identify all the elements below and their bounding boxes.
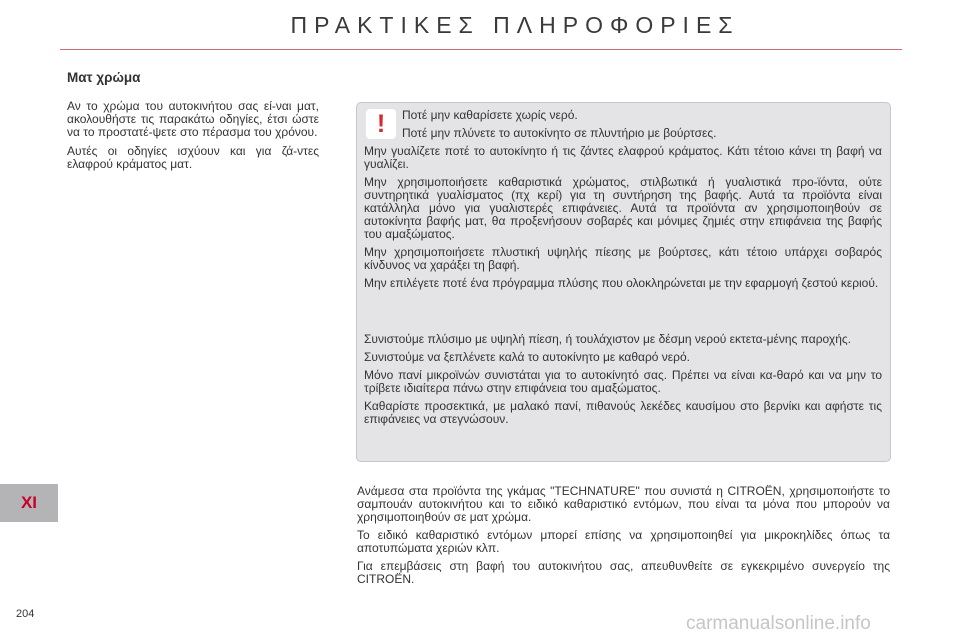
watermark: carmanualsonline.info <box>686 613 871 634</box>
warning-item: Μην χρησιμοποιήσετε καθαριστικά χρώματος, στιλβωτικά ή γυαλιστικά προ-ϊόντα, ούτε συντηρητικά γυαλίσματος (πχ κερί) για τη συντήρηση της βαφής. Αυτά τα προϊόντα είναι κατάλληλα μόνο για γυαλιστερές επιφάνειες. Αυτά τα προϊόντα αν χρησιμοποιηθούν σε αυτοκίνητα βαφής ματ, θα προξενήσουν σοβαρές και μόνιμες ζημιές στην επιφάνεια της βαφής του αμαξώματος. <box>364 175 882 241</box>
product-info <box>357 485 890 591</box>
warning-spacer <box>364 295 882 333</box>
page-title: ΠΡΑΚΤΙΚΕΣ ΠΛΗΡΟΦΟΡΙΕΣ <box>290 12 740 38</box>
recommendation-item: Μόνο πανί μικροϊνών συνιστάται για το αυτοκίνητό σας. Πρέπει να είναι κα-θαρό και να μην το τρίβετε ιδιαίτερα πάνω στην επιφάνεια του αμαξώματος. <box>364 368 882 395</box>
intro-paragraph: Αν το χρώμα του αυτοκινήτου σας εί-ναι ματ, ακολουθήστε τις παρακάτω οδηγίες, έτσι ώστε να το προστατέ-ψετε στο πέρασμα του χρόνου. <box>67 99 319 139</box>
exclamation-icon: ! <box>376 110 386 138</box>
warning-item: Ποτέ μην καθαρίσετε χωρίς νερό. <box>402 108 578 122</box>
warning-item: Ποτέ μην πλύνετε το αυτοκίνητο σε πλυντήριο με βούρτσες. <box>402 126 717 140</box>
intro-column <box>67 100 319 177</box>
product-paragraph: Το ειδικό καθαριστικό εντόμων μπορεί επίσης να χρησιμοποιηθεί για μικροκηλίδες όπως τα αποτυπώματα χεριών κλπ. <box>357 528 890 555</box>
product-paragraph: Ανάμεσα στα προϊόντα της γκάμας "TECHNATURE" που συνιστά η CITROËN, χρησιμοποιήστε το σαμπουάν αυτοκινήτου και το ειδικό καθαριστικό εντόμων, που είναι τα μόνα που μπορούν να χρησιμοποιηθούν σε ματ χρώμα. <box>357 484 890 524</box>
warning-item: Μην γυαλίζετε ποτέ το αυτοκίνητο ή τις ζάντες ελαφρού κράματος. Κάτι τέτοιο κάνει τη βαφή να γυαλίζει. <box>364 144 882 171</box>
product-paragraph: Για επεμβάσεις στη βαφή του αυτοκινήτου σας, απευθυνθείτε σε εγκεκριμένο συνεργείο της CITROËN. <box>357 559 890 586</box>
recommendation-item: Συνιστούμε πλύσιμο με υψηλή πίεση, ή τουλάχιστον με δέσμη νερού εκτετα-μένης παροχής. <box>364 332 851 346</box>
warning-item: Μην χρησιμοποιήσετε πλυστική υψηλής πίεσης με βούρτσες, κάτι τέτοιο υπάρχει σοβαρός κίνδυνος να χαράξει τη βαφή. <box>364 245 882 272</box>
title-divider <box>60 49 902 50</box>
chapter-label: XI <box>20 493 38 512</box>
warning-box <box>356 102 891 462</box>
warning-item: Μην επιλέγετε ποτέ ένα πρόγραμμα πλύσης που ολοκληρώνεται με την εφαρμογή ζεστού κεριού. <box>364 276 879 290</box>
warning-icon <box>366 109 396 139</box>
section-heading: Ματ χρώμα <box>67 70 141 85</box>
chapter-tab[interactable] <box>0 484 58 522</box>
intro-paragraph: Αυτές οι οδηγίες ισχύουν και για ζά-ντες ελαφρού κράματος ματ. <box>67 144 319 171</box>
page-number: 204 <box>16 608 35 620</box>
recommendation-item: Συνιστούμε να ξεπλένετε καλά το αυτοκίνητο με καθαρό νερό. <box>364 350 690 364</box>
recommendation-item: Καθαρίστε προσεκτικά, με μαλακό πανί, πιθανούς λεκέδες καυσίμου στο βερνίκι και αφήστε τις επιφάνειες να στεγνώσουν. <box>364 399 882 426</box>
